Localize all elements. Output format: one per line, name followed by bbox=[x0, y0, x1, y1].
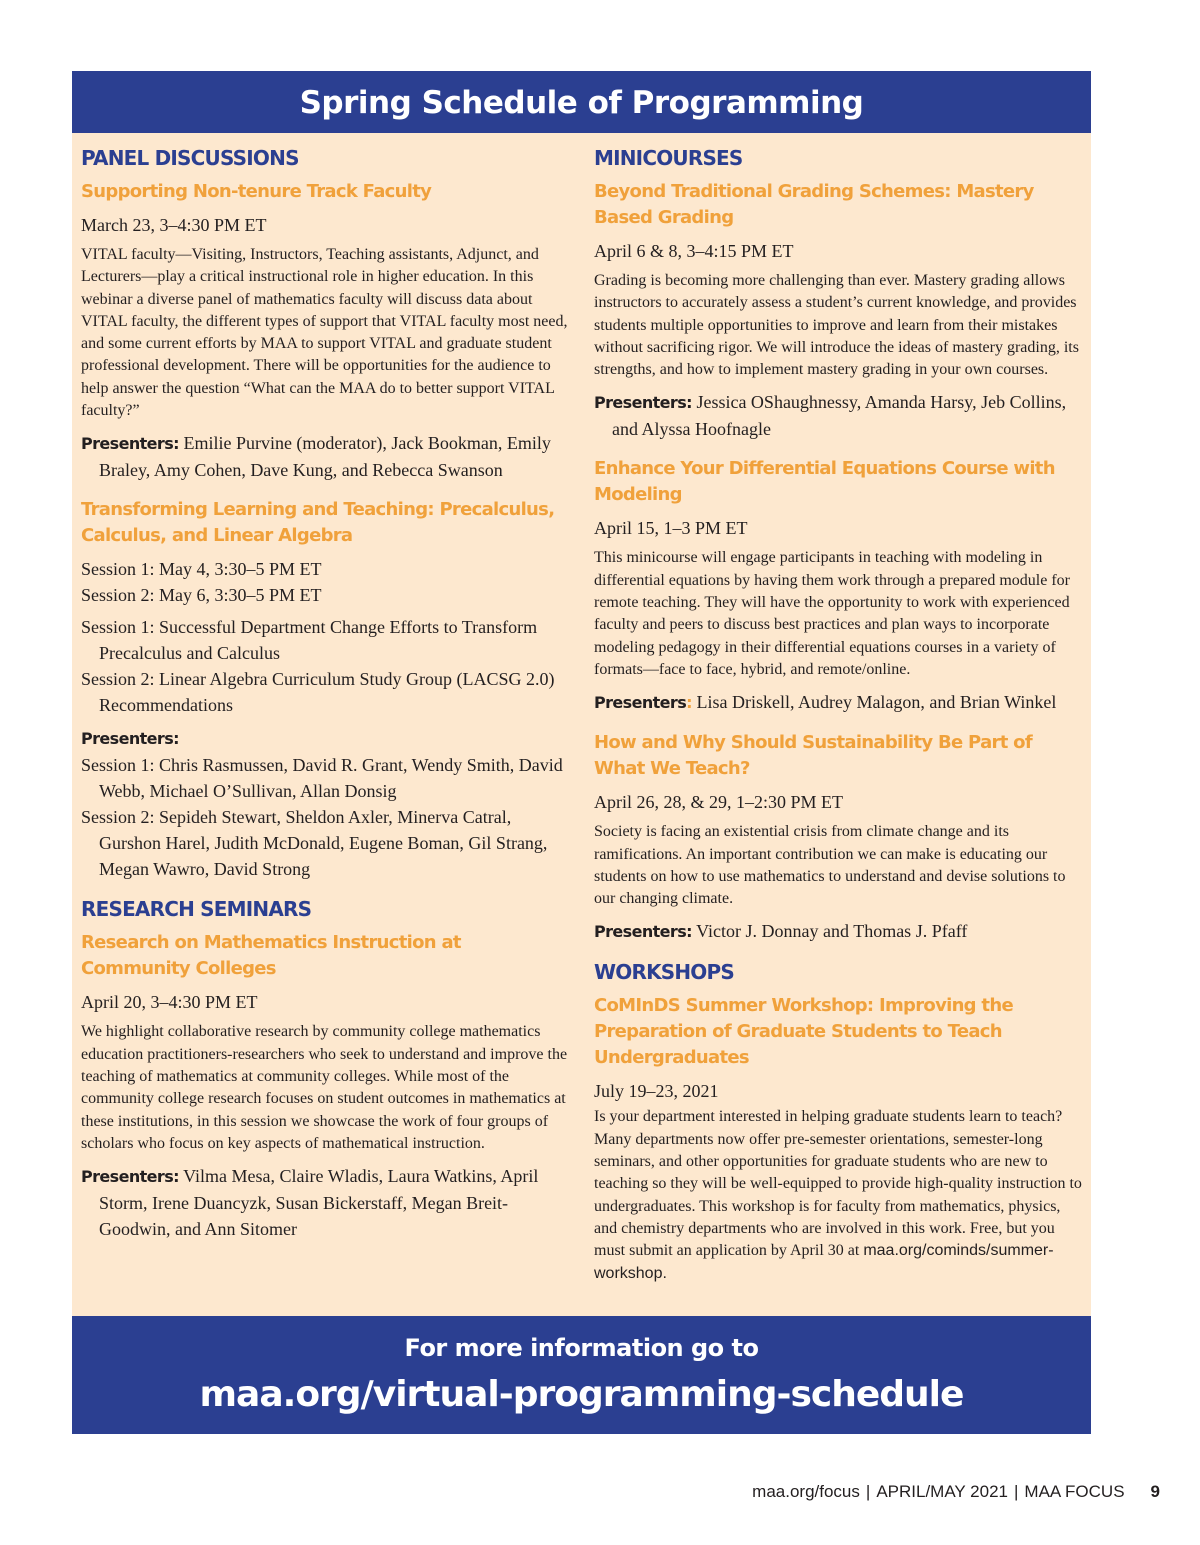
footer-divider: | bbox=[865, 1482, 871, 1501]
event-date: April 6 & 8, 3–4:15 PM ET bbox=[594, 241, 794, 261]
event-date: March 23, 3–4:30 PM ET bbox=[81, 215, 267, 235]
section-heading-research: RESEARCH SEMINARS bbox=[81, 897, 312, 922]
page-footer bbox=[600, 1482, 1160, 1502]
event-date: Session 1: May 4, 3:30–5 PM ET bbox=[81, 559, 322, 580]
more-info-banner bbox=[72, 1316, 1091, 1434]
right-column bbox=[594, 145, 1086, 1293]
workshop-link[interactable]: maa.org/cominds/summer-workshop. bbox=[594, 1242, 1054, 1282]
presenters-names: Jessica OShaughnessy, Amanda Harsy, Jeb Collins, and Alyssa Hoofnagle bbox=[612, 392, 1067, 440]
event-presenters bbox=[594, 689, 1086, 716]
presenters-label: Presenters: bbox=[81, 729, 179, 749]
event-date: Session 2: May 6, 3:30–5 PM ET bbox=[81, 585, 322, 606]
presenters-label: Presenters: bbox=[594, 922, 692, 942]
section-heading-minicourses: MINICOURSES bbox=[594, 146, 743, 170]
presenters-names: Vilma Mesa, Claire Wladis, Laura Watkins, April Storm, Irene Duancyzk, Susan Bickerstaff, Megan Breit-Goodwin, and Ann Sitomer bbox=[99, 1166, 539, 1240]
workshop-body-text: Is your department interested in helping graduate students learn to teach? Many departments now offer pre-semester orientations, semester-long seminars, and other opportunities for graduate students who are new to teaching so they will be well-equipped to provide high-quality instruction to undergraduates. This workshop is for faculty from mathematics, physics, and chemistry departments who are involved in this work. Free, but you must submit an application by April 30 at bbox=[594, 1108, 1082, 1260]
event-presenters bbox=[594, 918, 1086, 945]
presenters-label: Presenters: bbox=[81, 1167, 179, 1187]
presenters-colon: : bbox=[686, 693, 692, 713]
event-presenters bbox=[594, 389, 1086, 442]
event-title: Supporting Non-tenure Track Faculty bbox=[81, 181, 432, 202]
footer-publication: MAA FOCUS bbox=[1024, 1482, 1125, 1501]
event-title: Research on Mathematics Instruction at Community Colleges bbox=[81, 932, 461, 980]
event-date: April 20, 3–4:30 PM ET bbox=[81, 992, 258, 1013]
left-column bbox=[81, 145, 573, 1242]
footer-issue: APRIL/MAY 2021 bbox=[876, 1482, 1008, 1501]
event-title: Beyond Traditional Grading Schemes: Mastery Based Grading bbox=[594, 181, 1034, 228]
event-title: Enhance Your Differential Equations Course with Modeling bbox=[594, 458, 1055, 506]
footer-divider: | bbox=[1013, 1482, 1019, 1501]
presenters-names: Emilie Purvine (moderator), Jack Bookman, Emily Braley, Amy Cohen, Dave Kung, and Rebecca Swanson bbox=[99, 433, 551, 481]
presenters-label: Presenters bbox=[594, 693, 687, 713]
event-title: CoMInDS Summer Workshop: Improving the Preparation of Graduate Students to Teach Undergraduates bbox=[594, 995, 1013, 1069]
session-description: Session 1: Successful Department Change Efforts to Transform Precalculus and Calculus bbox=[81, 617, 538, 664]
more-info-text: For more information go to bbox=[404, 1334, 759, 1362]
presenters-names: Victor J. Donnay and Thomas J. Pfaff bbox=[696, 921, 968, 942]
presenters-label: Presenters: bbox=[81, 434, 179, 454]
event-title: Transforming Learning and Teaching: Precalculus, Calculus, and Linear Algebra bbox=[81, 499, 555, 547]
banner-title: Spring Schedule of Programming bbox=[299, 85, 864, 121]
presenters-names: Lisa Driskell, Audrey Malagon, and Brian Winkel bbox=[696, 692, 1057, 713]
session-presenters: Session 1: Chris Rasmussen, David R. Grant, Wendy Smith, David Webb, Michael O’Sullivan, Allan Donsig bbox=[81, 755, 563, 802]
event-date: July 19–23, 2021 bbox=[594, 1081, 719, 1102]
session-presenters: Session 2: Sepideh Stewart, Sheldon Axler, Minerva Catral, Gurshon Harel, Judith McDonald, Eugene Boman, Gil Strang, Megan Wawro, David Strong bbox=[81, 807, 548, 880]
page-banner bbox=[72, 71, 1091, 133]
page-number: 9 bbox=[1150, 1482, 1160, 1501]
event-date: April 15, 1–3 PM ET bbox=[594, 518, 748, 539]
section-heading-panel: PANEL DISCUSSIONS bbox=[81, 146, 299, 170]
event-title: How and Why Should Sustainability Be Part of What We Teach? bbox=[594, 732, 1032, 780]
event-description: Grading is becoming more challenging than ever. Mastery grading allows instructors to accurately assess a student’s current knowledge, and provides students multiple opportunities to improve and learn from their mistakes without sacrificing rigor. We will introduce the ideas of mastery grading, its strengths, and how to implement mastery grading in your own courses. bbox=[594, 272, 1079, 379]
event-presenters bbox=[81, 1163, 573, 1242]
event-description bbox=[594, 1106, 1086, 1284]
event-date: April 26, 28, & 29, 1–2:30 PM ET bbox=[594, 792, 844, 813]
presenters-label: Presenters: bbox=[594, 393, 692, 413]
session-description: Session 2: Linear Algebra Curriculum Study Group (LACSG 2.0) Recommendations bbox=[81, 669, 555, 716]
schedule-link[interactable]: maa.org/virtual-programming-schedule bbox=[199, 1374, 964, 1415]
schedule-panel bbox=[72, 133, 1091, 1316]
event-description: This minicourse will engage participants in teaching with modeling in differential equations by having them work through a prepared module for remote teaching. They will have the opportunity to work with experienced faculty and peers to discuss best practices and plan ways to incorporate modeling pedagogy in their differential equations courses in a variety of formats—face to face, hybrid, and remote/online. bbox=[594, 549, 1071, 678]
footer-site-link[interactable]: maa.org/focus bbox=[752, 1482, 860, 1501]
section-heading-workshops: WORKSHOPS bbox=[594, 960, 734, 985]
event-description: VITAL faculty—Visiting, Instructors, Teaching assistants, Adjunct, and Lecturers—play a critical instructional role in higher education. In this webinar a diverse panel of mathematics faculty will discuss data about VITAL faculty, the different types of support that VITAL faculty most need, and some current efforts by MAA to support VITAL and graduate student professional development. There will be opportunities for the audience to help answer the question “What can the MAA do to better support VITAL faculty?” bbox=[81, 246, 568, 420]
event-presenters bbox=[81, 430, 573, 483]
event-description: We highlight collaborative research by community college mathematics education practitioners-researchers who seek to understand and improve the teaching of mathematics at community colleges. While most of the community college research focuses on student outcomes in mathematics at these institutions, in this session we showcase the work of four groups of scholars who focus on key aspects of mathematical instruction. bbox=[81, 1023, 568, 1152]
event-description: Society is facing an existential crisis from climate change and its ramifications. An important contribution we can make is educating our students on how to use mathematics to understand and devise solutions to our changing climate. bbox=[594, 823, 1066, 908]
